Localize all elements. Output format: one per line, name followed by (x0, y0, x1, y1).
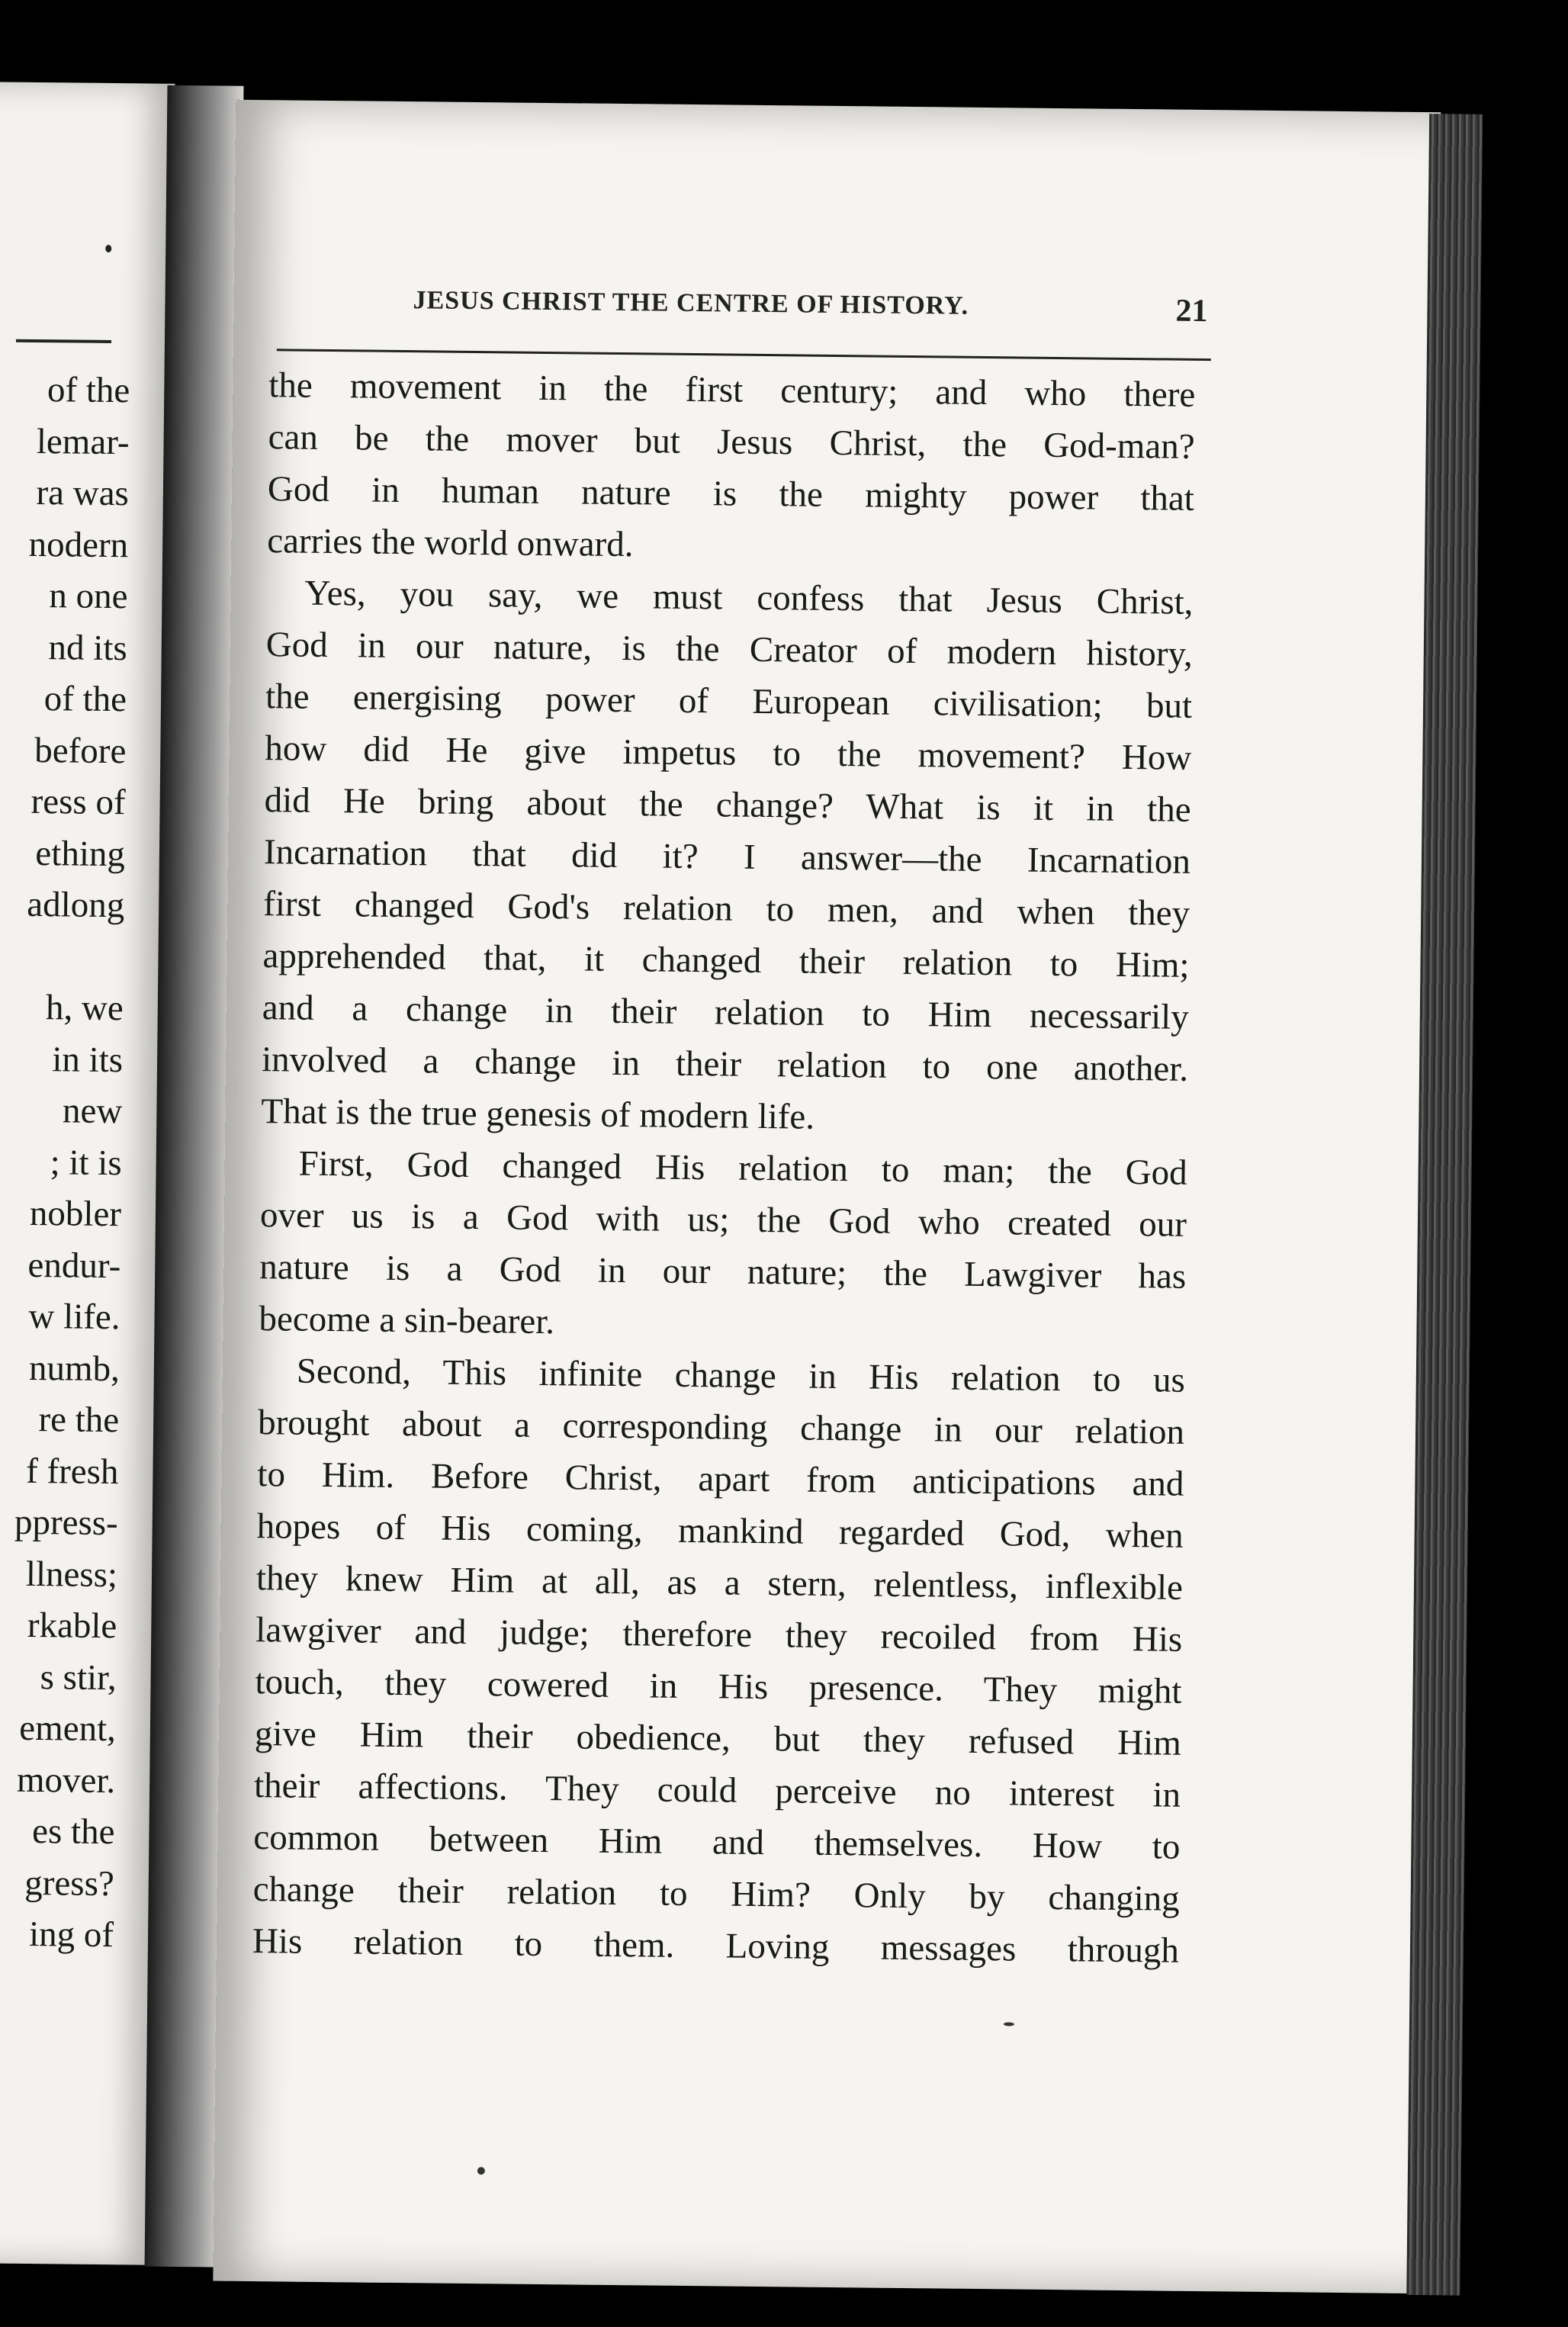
text-line: That is the true genesis of modern life. (261, 1091, 815, 1137)
left-line: adlong (27, 884, 125, 926)
left-line: llness; (25, 1554, 118, 1595)
left-line: lemar- (36, 421, 130, 462)
ink-speck (1004, 2022, 1014, 2026)
text-line: touch, they cowered in His presence. They might (255, 1662, 1182, 1712)
left-line: mover. (16, 1760, 116, 1801)
left-line: ething (35, 833, 126, 874)
text-line: to Him. Before Christ, apart from anticipations and (257, 1454, 1184, 1504)
text-line: God in our nature, is the Creator of modern history, (265, 625, 1194, 674)
text-line: God in human nature is the mighty power that (267, 469, 1195, 519)
left-line: ra was (36, 472, 130, 514)
left-line: re the (38, 1400, 120, 1441)
text-line: First, God changed His relation to man; the God (298, 1143, 1187, 1193)
left-line: ; it is (50, 1142, 122, 1183)
left-line: of the (43, 679, 127, 720)
text-line: carries the world onward. (266, 521, 634, 565)
left-line: ress of (31, 781, 126, 823)
text-line: Second, This infinite change in His relation to us (296, 1351, 1186, 1400)
left-line: es the (31, 1811, 115, 1853)
text-line: become a sin-bearer. (259, 1299, 555, 1342)
left-line: in its (52, 1039, 124, 1080)
left-line: rkable (27, 1605, 117, 1647)
left-line: h, we (45, 988, 124, 1029)
page-number: 21 (1175, 293, 1208, 329)
left-line: n one (49, 576, 128, 617)
left-line: s stir, (40, 1657, 117, 1698)
text-line: how did He give impetus to the movement? How (265, 728, 1192, 778)
left-line (9, 930, 124, 983)
left-line: w life. (28, 1296, 120, 1338)
left-line: ement, (19, 1708, 117, 1750)
text-line: did He bring about the change? What is it in the (264, 780, 1191, 830)
ink-mark (105, 245, 111, 252)
text-line: hopes of His coming, mankind regarded God, when (256, 1506, 1184, 1556)
left-line: nd its (48, 627, 128, 668)
left-line: ppress- (14, 1502, 119, 1544)
text-line: change their relation to Him? Only by changing (252, 1869, 1180, 1919)
text-line: and a change in their relation to Him necessarily (262, 988, 1190, 1037)
left-line: f fresh (25, 1451, 119, 1492)
text-line: involved a change in their relation to one another. (261, 1040, 1189, 1089)
text-line: Yes, you say, we must confess that Jesus Christ, (304, 573, 1194, 622)
left-line: numb, (28, 1348, 120, 1389)
left-line: nobler (29, 1193, 122, 1235)
text-line: they knew Him at all, as a stern, relentless, inflexible (255, 1558, 1184, 1608)
running-header: JESUS CHRIST THE CENTRE OF HISTORY. (413, 286, 969, 320)
left-line: before (34, 730, 127, 771)
text-line: first changed God's relation to men, and when they (262, 884, 1190, 934)
text-line: common between Him and themselves. How to (253, 1818, 1181, 1867)
left-line: gress? (24, 1863, 115, 1904)
left-line: nodern (28, 524, 129, 565)
text-line: the energising power of European civilisation; but (265, 677, 1193, 726)
text-line: apprehended that, it changed their relation to Him; (262, 936, 1190, 985)
text-line: give Him their obedience, but they refused Him (254, 1714, 1182, 1763)
body-text (252, 359, 1196, 1977)
left-line: endur- (27, 1245, 121, 1286)
text-line: their affections. They could perceive no interest in (253, 1766, 1181, 1815)
text-line: brought about a corresponding change in our relation (257, 1403, 1185, 1452)
text-line: His relation to them. Loving messages through (252, 1921, 1180, 1971)
text-line: lawgiver and judge; therefore they recoiled from His (255, 1610, 1183, 1660)
text-line: the movement in the first century; and who there (268, 365, 1196, 415)
left-page-text (0, 365, 130, 1962)
left-line: ing of (28, 1914, 114, 1956)
text-line: Incarnation that did it? I answer—the Incarnation (263, 832, 1191, 882)
ink-speck (477, 2167, 485, 2174)
text-line: over us is a God with us; the God who created our (259, 1195, 1187, 1245)
left-line: new (62, 1091, 123, 1132)
text-line: nature is a God in our nature; the Lawgiver has (259, 1247, 1187, 1297)
text-line: can be the mover but Jesus Christ, the God-man? (268, 417, 1195, 467)
left-line: of the (47, 370, 130, 411)
